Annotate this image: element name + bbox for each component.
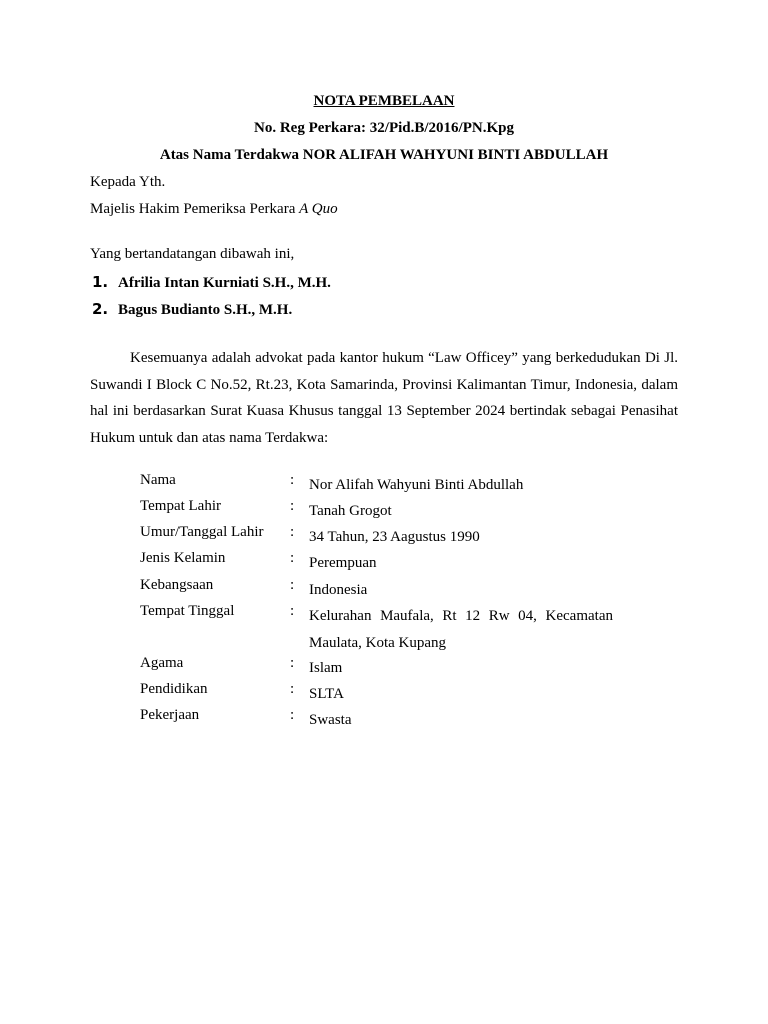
identity-value: Indonesia xyxy=(309,582,368,598)
identity-separator: : xyxy=(290,498,295,514)
identity-label: Nama xyxy=(140,472,176,488)
identity-value: Perempuan xyxy=(309,555,377,571)
recipient-italic: A Quo xyxy=(299,201,338,217)
identity-label: Agama xyxy=(140,655,184,671)
identity-separator: : xyxy=(290,472,295,488)
identity-value: SLTA xyxy=(309,686,344,702)
signer-name: Afrilia Intan Kurniati S.H., M.H. xyxy=(118,275,331,291)
recipient-text: Majelis Hakim Pemeriksa Perkara xyxy=(90,201,300,217)
defendant-heading: Atas Nama Terdakwa NOR ALIFAH WAHYUNI BINTI ABDULLAH xyxy=(159,147,609,163)
body-paragraph: Kesemuanya adalah advokat pada kantor hukum “Law Officey” yang berkedudukan Di Jl. Suwandi I Block C No.52, Rt.23, Kota Samarinda, Provinsi Kalimantan Timur, Indonesia, dalam hal ini berdasarkan Surat Kuasa Khusus tanggal 13 September 2024 bertindak sebagai Penasihat Hukum untuk dan atas nama Terdakwa: xyxy=(90,350,678,447)
identity-row-agama xyxy=(140,655,620,681)
salutation: Kepada Yth. xyxy=(90,174,166,190)
identity-separator: : xyxy=(290,524,295,540)
identity-label: Pendidikan xyxy=(140,681,208,697)
identity-row-tempat-lahir xyxy=(140,498,620,524)
signer-list-item xyxy=(92,300,292,319)
identity-label: Pekerjaan xyxy=(140,707,200,723)
identity-separator: : xyxy=(290,577,295,593)
identity-row-nama xyxy=(140,472,620,498)
identity-row-pendidikan xyxy=(140,681,620,707)
list-number: 2. xyxy=(92,300,109,318)
identity-value: Swasta xyxy=(309,712,352,728)
signers-intro: Yang bertandatangan dibawah ini, xyxy=(90,246,295,262)
signer-name: Bagus Budianto S.H., M.H. xyxy=(118,302,293,318)
identity-separator: : xyxy=(290,603,295,619)
identity-label: Umur/Tanggal Lahir xyxy=(140,524,264,540)
identity-label: Tempat Lahir xyxy=(140,498,221,514)
identity-row-tempat-tinggal xyxy=(140,603,620,651)
identity-separator: : xyxy=(290,707,295,723)
identity-label: Tempat Tinggal xyxy=(140,603,235,619)
list-number: 1. xyxy=(92,273,109,291)
identity-value: 34 Tahun, 23 Aagustus 1990 xyxy=(309,529,480,545)
identity-row-jenis-kelamin xyxy=(140,550,620,576)
document-title: NOTA PEMBELAAN xyxy=(313,93,455,109)
identity-separator: : xyxy=(290,550,295,566)
case-registration-number: No. Reg Perkara: 32/Pid.B/2016/PN.Kpg xyxy=(254,120,514,136)
identity-row-pekerjaan xyxy=(140,707,620,733)
identity-row-umur xyxy=(140,524,620,550)
identity-value: Nor Alifah Wahyuni Binti Abdullah xyxy=(309,477,524,493)
identity-label: Jenis Kelamin xyxy=(140,550,226,566)
identity-separator: : xyxy=(290,655,295,671)
identity-label: Kebangsaan xyxy=(140,577,214,593)
identity-value: Tanah Grogot xyxy=(309,503,392,519)
signer-list-item xyxy=(92,273,331,292)
identity-value: Kelurahan Maufala, Rt 12 Rw 04, Kecamatan Maulata, Kota Kupang xyxy=(309,608,613,651)
identity-row-kebangsaan xyxy=(140,577,620,603)
identity-value: Islam xyxy=(309,660,343,676)
identity-separator: : xyxy=(290,681,295,697)
recipient-line xyxy=(90,201,338,218)
